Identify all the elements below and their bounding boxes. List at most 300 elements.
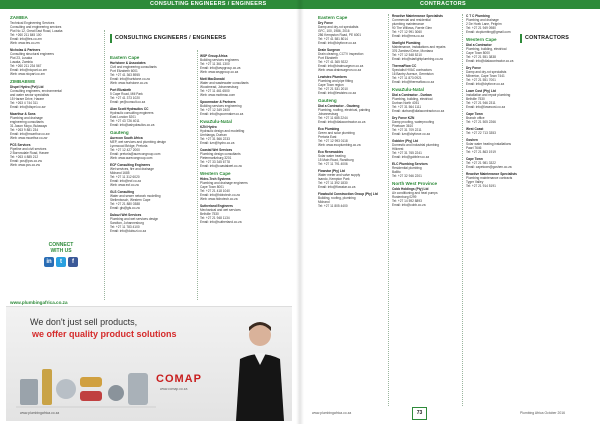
entry-detail: Water and sewer network modelling (110, 194, 161, 198)
entry-detail: Consulting engineers, environmental (10, 89, 62, 93)
entry-detail: Tel: +27 11 392 1830 (318, 181, 348, 185)
right-section-title: CONTRACTORS (525, 35, 570, 41)
directory-entry (200, 177, 292, 201)
entry-detail: Pinetown 3610 (392, 124, 414, 128)
directory-entry (10, 143, 88, 167)
directory-entry (200, 77, 292, 97)
entry-contact-link[interactable]: Web: www.mottmac.com (200, 93, 236, 97)
entry-detail: Civil and engineering consultants (110, 65, 157, 69)
entry-name: Spoormaker & Partners (200, 100, 236, 104)
entry-contact-link[interactable]: Email: info@cobb.co.za (392, 203, 426, 207)
entry-contact-link[interactable]: Email: info@tes.co.zm (10, 37, 42, 41)
entry-detail: Cape Town region (318, 83, 344, 87)
region-heading: Western Cape (466, 37, 497, 42)
entry-name: Dry Force (318, 21, 333, 25)
entry-contact-link[interactable]: Email: info@hurlstone.co.za (110, 77, 150, 81)
entry-detail: Lynnwood Bridge, Pretoria (110, 144, 148, 148)
directory-entry (466, 172, 532, 188)
directory-entry (318, 127, 384, 147)
entry-detail: Tel: +263 4 744 311 (10, 101, 38, 105)
entry-detail: 90 The Willows, Faerie Glen (392, 26, 432, 30)
column-divider (197, 50, 198, 300)
directory-entry (318, 169, 384, 189)
entry-contact-link[interactable]: Web: www.hurlstone.co.za (110, 81, 148, 85)
entry-detail: Tel: +263 9 881 234 (10, 128, 39, 132)
entry-detail: Tel: +27 32 946 2201 (392, 174, 422, 178)
entry-detail: Air conditioning and heat pumps (392, 191, 438, 195)
entry-contact-link[interactable]: Email: info@flowstar.co.za (318, 185, 356, 189)
entry-detail: Tel: +27 31 564 1111 (392, 105, 422, 109)
right-section-heading (520, 32, 569, 44)
entry-contact-link[interactable]: Email: info@thermaflow.co.za (392, 80, 435, 84)
entry-detail: Tel: +27 11 685 2244 (318, 116, 348, 120)
directory-entry (200, 100, 292, 116)
ad-product-image (16, 349, 156, 409)
entry-detail: Tel: +27 21 505 2266 (466, 120, 496, 124)
entry-contact-link[interactable]: Email: kzn@hydro.co.za (200, 141, 235, 145)
entry-detail: Domestic and industrial plumbing (392, 143, 439, 147)
entry-contact-link[interactable]: Email: info@dialacontractor.co.za (466, 59, 514, 63)
entry-detail: Tel: +27 31 566 2233 (200, 137, 230, 141)
entry-contact-link[interactable]: Email: info@rms.co.za (392, 34, 424, 38)
entry-detail: Tel: +27 21 946 2311 (466, 101, 496, 105)
entry-contact-link[interactable]: Web: www.hidrotech.co.za (200, 197, 238, 201)
directory-entry (392, 116, 458, 136)
entry-contact-link[interactable]: Email: kzn@dryforce.co.za (392, 132, 430, 136)
entry-name: Reactive Maintenance Specialists (466, 172, 517, 176)
region-heading: Gauteng (110, 130, 129, 135)
entry-detail: Residential plumbing (392, 166, 422, 170)
entry-name: Sutherland Engineers (200, 204, 233, 208)
left-header-title: CONSULTING ENGINEERS / ENGINEERS (150, 1, 267, 7)
directory-entry (110, 107, 194, 127)
directory-entry (466, 43, 532, 63)
directory-entry (10, 85, 88, 109)
entry-detail: Tel: +27 41 363 8955 (110, 73, 140, 77)
entry-detail: Cape Town 8000 (466, 51, 490, 55)
entry-detail: engineering consultants (10, 120, 44, 124)
directory-entry (110, 213, 194, 233)
entry-name: PCS Services (10, 143, 31, 147)
entry-name: Starlight Plumbing (392, 41, 421, 45)
left-section-title: CONSULTING ENGINEERS / ENGINEERS (115, 35, 227, 41)
region-heading: Gauteng (318, 98, 337, 103)
directory-entry (392, 139, 458, 159)
entry-detail: Plumbing and drainage engineers (200, 181, 248, 185)
entry-contact-link[interactable]: Email: info@lewistec.co.za (318, 91, 356, 95)
entry-detail: Midrand (318, 200, 330, 204)
ad-headline-1: We don't just sell products, (30, 317, 138, 327)
directory-entry (10, 112, 88, 140)
entry-detail: Tel: +27 21 863 1919 (466, 150, 496, 154)
directory-entry (318, 75, 384, 95)
entry-detail: Tel: +27 11 783 4100 (110, 225, 140, 229)
comap-advertisement[interactable] (6, 306, 292, 421)
directory-entry (392, 93, 458, 113)
entry-detail: 2 De Hoek Lane, Pelgrim (466, 22, 502, 26)
entry-detail: Bellville 7530 (200, 212, 219, 216)
entry-name: Dubuzi Wet Services (110, 213, 142, 217)
directory-entry (110, 136, 194, 160)
entry-detail: Midrand 1685 (110, 171, 130, 175)
entry-detail: Green and solar plumbing (318, 131, 355, 135)
entry-name: Hurlstone & Associates (110, 61, 146, 65)
column-divider (388, 14, 389, 406)
entry-detail: Hillcrest (392, 147, 404, 151)
entry-contact-link[interactable]: Web: www.mcarthur.co.zw (10, 136, 48, 140)
directory-entry (466, 157, 532, 169)
directory-entry (466, 127, 532, 135)
entry-detail: Plumbing, roofing, electrical, painting (318, 108, 371, 112)
entry-detail: Plot 23, Lusaka (10, 56, 32, 60)
directory-entry (110, 61, 194, 85)
entry-contact-link[interactable]: Email: info@starlightplumbing.co.za (392, 57, 443, 61)
entry-name: ECF Consulting Engineers (110, 163, 151, 167)
entry-name: Nicholas & Partners (10, 48, 41, 52)
entry-detail: Tel: +27 41 581 8014 (318, 37, 348, 41)
right-column-1 (318, 14, 384, 414)
entry-detail: Consulting and engineering services (10, 25, 62, 29)
entry-detail: Plumbing design consultants (200, 152, 241, 156)
region-heading: North West Province (392, 181, 438, 186)
entry-detail: Pietermaritzburg 3201 (200, 156, 232, 160)
facebook-icon[interactable]: f (68, 257, 78, 267)
left-column-1 (10, 14, 88, 234)
entry-detail: Plumbing and drainage (466, 18, 499, 22)
left-footer-website: www.plumbingafrica.co.za (20, 411, 60, 415)
entry-detail: Tel: +27 33 345 6778 (200, 160, 230, 164)
website-link[interactable]: www.plumbingafrica.co.za (10, 300, 68, 305)
region-heading: Eastern Cape (318, 15, 348, 20)
entry-detail: Solar water heating installations (466, 142, 512, 146)
entry-contact-link[interactable]: Email: pretoria@aurecongroup.com (110, 152, 161, 156)
entry-detail: Bellville 7530 (466, 97, 485, 101)
entry-detail: Plumbing, building, electrical (392, 97, 433, 101)
entry-name: Cape Town (466, 112, 483, 116)
entry-detail: Hydraulic consulting engineers (110, 111, 154, 115)
directory-entry (392, 162, 458, 178)
directory-entry (318, 104, 384, 124)
directory-entry (466, 89, 532, 109)
entry-name: Drain Surgeon (318, 48, 340, 52)
entry-detail: Drain clearing, CCTV inspection (318, 52, 364, 56)
directory-entry (392, 14, 458, 38)
entry-name: Cape Town (466, 157, 483, 161)
entry-detail: Damp proofing, waterproofing (392, 120, 434, 124)
entry-detail: Sandton, Johannesburg (110, 221, 144, 225)
directory-entry (392, 187, 458, 207)
entry-detail: Durban North 4051 (392, 101, 420, 105)
entry-detail: Tel: +27 12 349 2400 (200, 108, 230, 112)
entry-detail: 5 Cape Road, Mill Park (110, 92, 143, 96)
connect-label-2: WITH US (50, 248, 72, 254)
entry-contact-link[interactable]: Email: pe@consult.co.za (110, 100, 146, 104)
entry-name: Eco Plumbing (318, 127, 340, 131)
directory-entry (200, 125, 292, 145)
entry-contact-link[interactable]: Email: info@sutherland.co.za (200, 220, 242, 224)
entry-detail: Plumbing and drainage (10, 116, 43, 120)
entry-contact-link[interactable]: Email: info@nicpart.co.zm (10, 68, 48, 72)
directory-entry (318, 150, 384, 166)
entry-name: Dry Force (466, 66, 481, 70)
left-section-heading (110, 32, 226, 44)
page-spine (296, 0, 304, 424)
entry-detail: Tel: +27 14 592 8893 (392, 199, 422, 203)
entry-detail: Cape Town 8001 (200, 185, 224, 189)
entry-contact-link[interactable]: Web: www.wspgroup.co.za (200, 70, 239, 74)
ad-headline-2: we offer quality product solutions (32, 329, 177, 339)
entry-detail: Solar water heating (318, 154, 346, 158)
entry-name: Dry Force KZN (392, 116, 415, 120)
entry-name: Aurecon South Africa (110, 136, 143, 140)
entry-detail: Umhlanga, Durban (200, 133, 227, 137)
entry-detail: Tel: +27 21 949 0980 (466, 26, 496, 30)
region-heading: KwaZulu-Natal (392, 87, 424, 92)
entry-name: Cobb Holdings (Pty) Ltd (392, 187, 429, 191)
region-heading: Eastern Cape (110, 55, 140, 60)
entry-detail: GFC, 100, 1986, 2016 (318, 29, 350, 33)
entry-contact-link[interactable]: Email: info@ecf.co.za (110, 179, 141, 183)
entry-detail: Plumbing maintenance contracts (466, 176, 513, 180)
entry-detail: Commercial and residential (392, 18, 431, 22)
directory-entry (110, 163, 194, 187)
entry-contact-link[interactable]: Email: ctcplumbing@gmail.com (466, 30, 511, 34)
entry-name: Mcarthur & Sons (10, 112, 36, 116)
entry-detail: Tel: +27 21 551 3838 (466, 55, 496, 59)
entry-contact-link[interactable]: Email: info@mcarthur.co.zw (10, 132, 50, 136)
entry-name: West Coast (466, 127, 484, 131)
directory-entry (110, 88, 194, 104)
directory-entry (466, 66, 532, 86)
entry-contact-link[interactable]: Email: info@ashydraulics.co.za (110, 123, 155, 127)
directory-entry (466, 14, 532, 34)
comap-web: www.comap.co.za (160, 387, 188, 391)
entry-detail: Building services engineers (200, 58, 239, 62)
entry-detail: Tel: +27 11 361 1300 (200, 62, 230, 66)
entry-name: Eco Renewables (318, 150, 344, 154)
entry-detail: East London 5201 (110, 115, 136, 119)
entry-contact-link[interactable]: Email: info@dryforce.co.za (318, 41, 357, 45)
entry-name: Gobbler (Pty) Ltd (392, 139, 419, 143)
entry-name: Reactive Maintenance Specialists (392, 14, 443, 18)
entry-name: Lowe Cost (Pty) Ltd (466, 89, 496, 93)
entry-detail: Tel: +27 31 709 2211 (392, 128, 422, 132)
entry-detail: Hydraulic design and modelling (200, 129, 245, 133)
entry-detail: Tel: +27 11 805 4400 (318, 204, 348, 208)
entry-detail: Pipeline and civil services (10, 147, 47, 151)
entry-detail: Technical Engineering Services (10, 21, 55, 25)
entry-detail: plumbing maintenance (392, 22, 425, 26)
page-number: 73 (412, 407, 427, 420)
entry-detail: 16 Bantry Avenue, Germiston (392, 72, 434, 76)
directory-entry (392, 41, 458, 61)
entry-contact-link[interactable]: Email: info@wspgroup.co.za (200, 66, 241, 70)
entry-name: Flowbuild Construction Group (Pty) Ltd (318, 192, 378, 196)
social-links (38, 257, 84, 267)
entry-detail: Tel: +27 21 914 5191 (466, 184, 496, 188)
entry-detail: Rustenburg 0299 (392, 195, 417, 199)
entry-contact-link[interactable]: Email: info@dialacontractor.co.za (318, 120, 366, 124)
entry-name: Lewistec Plumbers (318, 75, 347, 79)
entry-detail: Stellenbosch, Western Cape (110, 198, 151, 202)
entry-detail: Branch office (466, 116, 485, 120)
directory-entry (466, 138, 532, 154)
entry-contact-link[interactable]: Email: info@gobbler.co.za (392, 155, 430, 159)
entry-detail: Woodmead, Johannesburg (200, 85, 239, 89)
entry-name: ThermaFlow CC (392, 64, 417, 68)
entry-detail: Tel: +27 11 873 0921 (392, 76, 422, 80)
entry-detail: Water meter and valve supply (318, 173, 361, 177)
entry-detail: Tel: +27 11 312 6020 (110, 175, 140, 179)
entry-detail: Tel: +27 31 765 2241 (392, 151, 422, 155)
entry-detail: Isando, Kempton Park (318, 177, 350, 181)
directory-entry (200, 54, 292, 74)
entry-detail: Damp and dry-rot specialists (466, 70, 507, 74)
entry-name: Hidro-Tech Systems (200, 177, 231, 181)
entry-name: Port Elizabeth (110, 88, 132, 92)
entry-contact-link[interactable]: Email: info@drainsurgeon.co.za (318, 64, 364, 68)
directory-entry (466, 112, 532, 124)
entry-detail: Tel: +27 43 726 4011 (110, 119, 140, 123)
entry-detail: Building services engineering (200, 104, 242, 108)
entry-detail: Consulting structural engineers (10, 52, 54, 56)
twitter-icon[interactable]: t (56, 257, 66, 267)
entry-detail: Tel: +263 4 885 212 (10, 155, 39, 159)
entry-detail: Tel: +27 21 948 1134 (200, 216, 230, 220)
entry-detail: 15 Harare Drive, Harare (10, 97, 45, 101)
entry-detail: Mechanical and wet services (200, 208, 241, 212)
entry-contact-link[interactable]: Web: www.ecf.co.za (110, 183, 139, 187)
linkedin-icon[interactable]: in (44, 257, 54, 267)
region-heading: KwaZulu-Natal (200, 119, 232, 124)
entry-name: C T C Plumbing (466, 14, 490, 18)
entry-name: Dial a Contractor - Durban (392, 93, 432, 97)
entry-name: Mott MacDonald (200, 77, 225, 81)
entry-detail: Tyger Valley (466, 180, 484, 184)
entry-detail: Plumbing and pipe fitting (318, 79, 353, 83)
entry-name: ELC Plumbing Services (392, 162, 428, 166)
directory-entry (318, 192, 384, 208)
entry-name: Dial a Contractor - Gauteng (318, 104, 360, 108)
entry-detail: Port Elizabeth 6001 (110, 69, 138, 73)
entry-contact-link[interactable]: Email: info@coastalwet.co.za (200, 164, 242, 168)
entry-detail: Specialist HVAC contractors (392, 68, 432, 72)
right-footer-magazine: Plumbing Africa October 2016 (520, 411, 566, 415)
entry-detail: 376 Zambezi Drive, Montana (392, 49, 433, 53)
directory-entry (110, 190, 194, 210)
entry-detail: and water sector specialists (10, 93, 50, 97)
entry-detail: Milnerton, Cape Town 7441 (466, 74, 505, 78)
entry-detail: Ballito (392, 170, 401, 174)
region-heading: ZIMBABWE (10, 79, 36, 84)
column-divider (104, 30, 105, 300)
directory-entry (392, 64, 458, 84)
entry-detail: Plumbing and wet services design (110, 217, 159, 221)
entry-detail: Water and wastewater consultants (200, 81, 249, 85)
entry-detail: Tel: +27 41 373 1020 (110, 96, 140, 100)
entry-detail: Tel: +27 21 418 1040 (200, 189, 230, 193)
entry-detail: Tel: +27 21 551 7001 (466, 78, 496, 82)
right-column-3 (466, 14, 532, 414)
entry-contact-link[interactable]: Email: gls@gls.co.za (110, 206, 140, 210)
region-heading: ZAMBIA (10, 15, 28, 20)
entry-contact-link[interactable]: Email: capetown@goshen.co.za (466, 165, 512, 169)
entry-detail: Building, roofing, plumbing (318, 196, 356, 200)
entry-name: Flowstar (Pty) Ltd (318, 169, 345, 173)
entry-detail: 31 Jason Moyo, Bulawayo (10, 124, 48, 128)
entry-name: Dispel Hydro (Pvt) Ltd (10, 85, 44, 89)
entry-contact-link[interactable]: Email: info@dispel.co.zw (10, 105, 46, 109)
entry-detail: Wet services, fire and drainage (110, 167, 154, 171)
entry-detail: Johannesburg (318, 112, 339, 116)
entry-detail: Plumbing, building, electrical (466, 47, 507, 51)
entry-detail: Tel: +260 211 234 567 (10, 64, 42, 68)
entry-detail: Paarl 7646 (466, 146, 482, 150)
entry-contact-link[interactable]: Web: www.pcs.co.zw (10, 163, 40, 167)
entry-contact-link[interactable]: Web: www.ecoplumbing.co.za (318, 143, 361, 147)
entry-detail: Tel: +27 12 993 0118 (318, 139, 348, 143)
column-divider (462, 14, 463, 406)
entry-detail: Tel: +27 21 880 0388 (110, 202, 140, 206)
directory-entry (200, 148, 292, 168)
entry-contact-link[interactable]: Web: www.nicpart.co.zm (10, 72, 45, 76)
entry-name: Goshen (466, 138, 478, 142)
entry-contact-link[interactable]: Email: durban@dialacontractor.co.za (392, 109, 445, 113)
entry-contact-link[interactable]: Email: pcs@pcs.co.zw (10, 159, 42, 163)
entry-contact-link[interactable]: Email: info@lowecost.co.za (466, 105, 506, 109)
entry-detail: Tel: +27 21 531 2010 (318, 87, 348, 91)
entry-detail: Installation and repair plumbing (466, 93, 511, 97)
entry-contact-link[interactable]: Email: info@hidrotech.co.za (200, 193, 240, 197)
entry-detail: Damp and dry-rot specialists (318, 25, 359, 29)
entry-contact-link[interactable]: Web: www.drainsurgeon.co.za (318, 68, 361, 72)
entry-name: Coastal Wet Services (200, 148, 233, 152)
directory-entry (200, 204, 292, 224)
right-column-2 (392, 14, 458, 414)
region-heading: Western Cape (200, 171, 231, 176)
entry-contact-link[interactable]: Web: www.tes.co.zm (10, 41, 40, 45)
entry-detail: Tel: +27 12 548 5210 (392, 53, 422, 57)
entry-name: WSP Group Africa (200, 54, 228, 58)
entry-name: Dial a Contractor (466, 43, 492, 47)
entry-name: KZN Hydro (200, 125, 217, 129)
entry-detail: Tel: +27 12 991 3060 (392, 30, 422, 34)
entry-detail: Tel: +27 12 427 2000 (110, 148, 140, 152)
entry-contact-link[interactable]: Email: info@spoormaker.co.za (200, 112, 244, 116)
entry-contact-link[interactable]: Web: www.aurecongroup.com (110, 156, 153, 160)
entry-name: GLS Consulting (110, 190, 135, 194)
entry-detail: Lusaka, Zambia (10, 60, 33, 64)
entry-detail: 2 Borrowdale Road, Harare (10, 151, 49, 155)
entry-detail: MEP, wet services and plumbing design (110, 140, 167, 144)
right-header-bar (300, 0, 600, 9)
entry-detail: 286 Kempston Road, PE 6001 (318, 33, 362, 37)
directory-entry (10, 21, 88, 45)
entry-detail: Tel: +27 22 713 3353 (466, 131, 496, 135)
entry-contact-link[interactable]: Email: info@dryforce.co.za (466, 82, 505, 86)
entry-detail: 15 Main Road, Randburg (318, 158, 354, 162)
directory-entry (318, 21, 384, 45)
directory-entry (10, 48, 88, 76)
left-header-bar (0, 0, 300, 9)
connect-with-us (38, 242, 84, 288)
entry-detail: Pretoria East (318, 135, 337, 139)
right-footer-website: www.plumbingafrica.co.za (312, 411, 352, 415)
entry-detail: Tel: +27 11 791 4006 (318, 162, 348, 166)
entry-detail: Tel: +27 11 461 6500 (200, 89, 230, 93)
entry-contact-link[interactable]: Email: info@dubuzi.co.za (110, 229, 147, 233)
entry-detail: Maintenance, installations and repairs (392, 45, 446, 49)
